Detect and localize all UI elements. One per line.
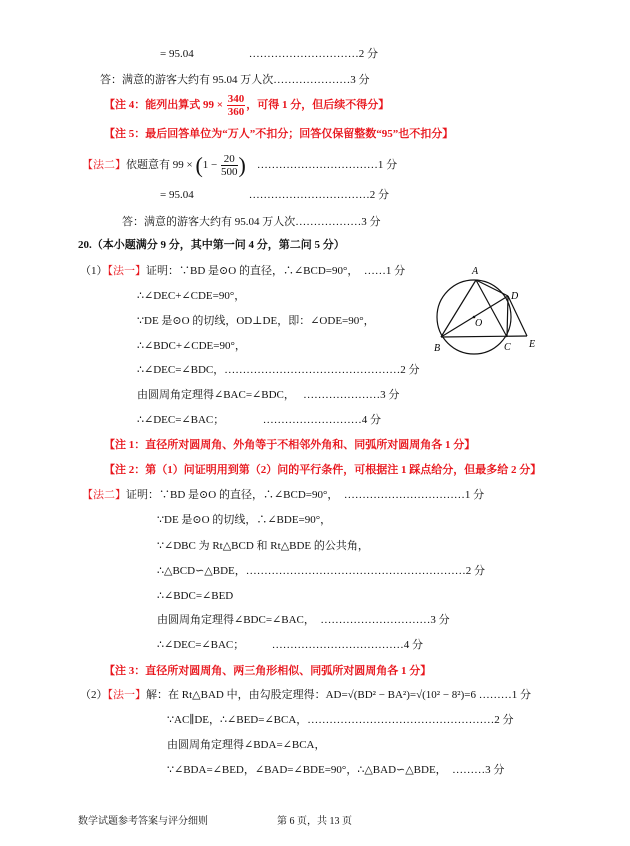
fraction xyxy=(221,153,238,178)
label-b: B xyxy=(434,343,441,354)
note-1: 【注 1：直径所对圆周角、外角等于不相邻外角和、同弧所对圆周角各 1 分】 xyxy=(104,439,476,451)
method-tag: 【法一】 xyxy=(107,265,146,277)
solution-text: 解：在 Rt△BAD 中，由勾股定理得：AD=√(BD² − BA²)=√(10² − 8²)=6 ………1 分 xyxy=(146,689,531,701)
proof-line: ∴∠DEC=∠BDC，…………………………………………2 分 xyxy=(137,364,420,376)
proof-line: 由圆周角定理得∠BAC=∠BDC， …………………3 分 xyxy=(137,389,400,401)
note-4-post: ，可得 1 分，但后续不得分】 xyxy=(246,99,390,112)
proof-line: ∴∠DEC=∠BAC； ………………………………4 分 xyxy=(157,639,424,651)
denominator: 360 xyxy=(227,106,245,118)
line-answer: 答：满意的游客大约有 95.04 万人次………………3 分 xyxy=(122,216,381,228)
proof-line: ∴△BCD∽△BDE，……………………………………………………2 分 xyxy=(157,565,486,577)
proof-line: ∴∠DEC=∠BAC； ………………………4 分 xyxy=(137,414,382,426)
line-result: = 95.04 ……………………………2 分 xyxy=(160,189,389,201)
question-title: 20.（本小题满分 9 分，其中第一问 4 分，第二问 5 分） xyxy=(78,239,345,251)
line-result: = 95.04 …………………………2 分 xyxy=(160,48,378,60)
proof-text: 证明：∵BD 是⊙O 的直径，∴∠BCD=90°， ……1 分 xyxy=(146,265,406,277)
denominator: 500 xyxy=(221,166,238,178)
part-number: （1） xyxy=(80,265,108,277)
segment-be xyxy=(441,336,527,337)
numerator: 340 xyxy=(227,93,245,105)
score: ……………………………1 分 xyxy=(245,159,398,172)
part-1-line xyxy=(80,264,405,278)
proof-text: 证明：∵BD 是⊙O 的直径，∴∠BCD=90°， ……………………………1 分 xyxy=(126,489,485,501)
method-tag: 【法一】 xyxy=(107,689,146,701)
note-4 xyxy=(104,93,389,118)
one-minus: 1 − xyxy=(202,159,221,172)
solution-line: ∵AC∥DE，∴∠BED=∠BCA，……………………………………………2 分 xyxy=(167,714,514,726)
part-number: （2） xyxy=(80,689,108,701)
label-c: C xyxy=(504,342,511,353)
proof-line: ∵∠DBC 为 Rt△BCD 和 Rt△BDE 的公共角， xyxy=(157,540,369,552)
method-text: 依题意有 99 × xyxy=(126,159,196,172)
proof-line: ∵DE 是⊙O 的切线，OD⊥DE，即：∠ODE=90°， xyxy=(137,315,375,327)
label-d: D xyxy=(511,291,519,302)
note-5: 【注 5：最后回答单位为“万人”不扣分；回答仅保留整数“95”也不扣分】 xyxy=(104,128,454,140)
proof-line: ∵DE 是⊙O 的切线，∴∠BDE=90°， xyxy=(157,514,332,526)
fraction xyxy=(227,93,246,118)
footer-title: 数学试题参考答案与评分细则 xyxy=(78,816,208,827)
note-3: 【注 3：直径所对圆周角、两三角形相似、同弧所对圆周角各 1 分】 xyxy=(104,665,432,677)
solution-line: 由圆周角定理得∠BDA=∠BCA， xyxy=(167,739,326,751)
proof-line: ∴∠BDC+∠CDE=90°， xyxy=(137,340,246,352)
part-2-line xyxy=(80,688,531,702)
note-2: 【注 2：第（1）问证明用到第（2）问的平行条件，可根据注 1 踩点给分，但最多给 2 分】 xyxy=(104,464,542,476)
label-e: E xyxy=(529,339,536,350)
numerator: 20 xyxy=(221,153,238,166)
line-answer: 答：满意的游客大约有 95.04 万人次…………………3 分 xyxy=(100,74,370,86)
method-tag: 【法二】 xyxy=(82,489,126,501)
label-a: A xyxy=(472,266,479,277)
proof-line: 由圆周角定理得∠BDC=∠BAC， …………………………3 分 xyxy=(157,614,450,626)
proof-line: ∴∠DEC+∠CDE=90°， xyxy=(137,290,246,302)
note-4-pre: 【注 4：能列出算式 99 × xyxy=(104,99,226,112)
label-o: O xyxy=(475,318,483,329)
geometry-figure xyxy=(420,255,550,365)
solution-line: ∵∠BDA=∠BED，∠BAD=∠BDE=90°，∴△BAD∽△BDE， ………3 分 xyxy=(167,764,505,776)
proof-line: ∴∠BDC=∠BED xyxy=(157,590,234,602)
segment-ab xyxy=(441,280,476,337)
method-tag: 【法二】 xyxy=(82,159,126,172)
method-2-line: 【法二】依题意有 99 × (1 − $\frac{20}{500}$ ) ……………………………1 分 xyxy=(82,152,398,178)
method-2-line xyxy=(82,488,484,502)
page-number: 第 6 页，共 13 页 xyxy=(277,816,352,827)
